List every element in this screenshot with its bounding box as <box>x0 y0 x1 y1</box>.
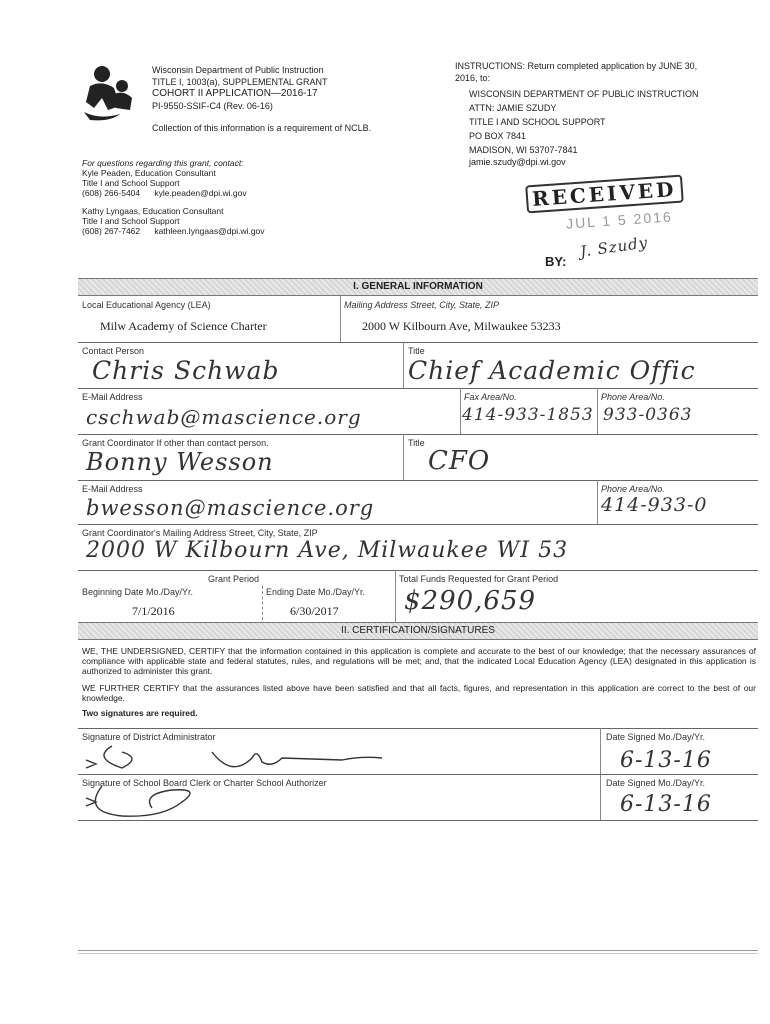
contact-person-value: Chris Schwab <box>92 356 280 385</box>
contact2-name: Kathy Lyngaas, Education Consultant <box>82 206 224 216</box>
begin-date-label: Beginning Date Mo./Day/Yr. <box>82 587 194 597</box>
contact2-dept: Title I and School Support <box>82 216 180 226</box>
header-title2: COHORT II APPLICATION—2016-17 <box>152 88 318 99</box>
received-by-label: BY: <box>545 254 567 269</box>
contact1-email: kyle.peaden@dpi.wi.gov <box>154 188 247 198</box>
mailing-address-label: Mailing Address Street, City, State, ZIP <box>344 300 500 310</box>
contact-person-label: Contact Person <box>82 346 145 356</box>
addr-line5: MADISON, WI 53707-7841 <box>469 145 578 155</box>
certification-text-2: WE FURTHER CERTIFY that the assurances listed above have been satisfied and that all facts, figures, and representation in this application are correct to the best of our knowledge. <box>82 683 756 703</box>
date2-value: 6-13-16 <box>620 792 712 817</box>
dpi-logo <box>80 62 142 124</box>
title-value: Chief Academic Offic <box>408 356 696 385</box>
contact1-name: Kyle Peaden, Education Consultant <box>82 168 216 178</box>
gc-mailing-label: Grant Coordinator's Mailing Address Street, City, State, ZIP <box>82 528 318 538</box>
contacts-intro: For questions regarding this grant, contact: <box>82 158 244 168</box>
gc-title-value: CFO <box>428 446 491 476</box>
phone-value: 933-0363 <box>603 405 693 425</box>
end-date-label: Ending Date Mo./Day/Yr. <box>266 587 366 597</box>
date2-label: Date Signed Mo./Day/Yr. <box>606 778 706 788</box>
phone-label: Phone Area/No. <box>601 392 665 402</box>
grant-period-label: Grant Period <box>208 574 260 584</box>
title-label: Title <box>408 346 425 356</box>
addr-line2: ATTN: JAMIE SZUDY <box>469 103 557 113</box>
instructions-line1: INSTRUCTIONS: Return completed application by JUNE 30, <box>455 61 698 71</box>
addr-email: jamie.szudy@dpi.wi.gov <box>469 157 566 167</box>
contact2-email: kathleen.lyngaas@dpi.wi.gov <box>154 226 265 236</box>
instructions-line2: 2016, to: <box>455 73 491 83</box>
header-title1: TITLE I, 1003(a), SUPPLEMENTAL GRANT <box>152 77 328 87</box>
signature1-label: Signature of District Administrator <box>82 732 216 742</box>
date1-value: 6-13-16 <box>620 748 712 773</box>
mailing-address-value: 2000 W Kilbourn Ave, Milwaukee 53233 <box>362 319 561 333</box>
received-by-value: J. Szudy <box>579 233 650 261</box>
gc-email-value: bwesson@mascience.org <box>86 496 375 520</box>
grant-coordinator-value: Bonny Wesson <box>86 448 274 476</box>
date1-label: Date Signed Mo./Day/Yr. <box>606 732 706 742</box>
section2-band <box>78 622 758 640</box>
signature2-label: Signature of School Board Clerk or Charter School Authorizer <box>82 778 327 788</box>
email-label: E-Mail Address <box>82 392 143 402</box>
certification-text-1: WE, THE UNDERSIGNED, CERTIFY that the information contained in this application is complete and accurate to the best of our knowledge; that the necessary assurances of compliance with applicable state and federal statutes, rules, and regulations will be met; and, that the indicated Local Education Agency (LEA) designated in this application is authorized to administer this grant. <box>82 646 756 676</box>
addr-line3: TITLE I AND SCHOOL SUPPORT <box>469 117 606 127</box>
section2-title: II. CERTIFICATION/SIGNATURES <box>341 625 495 636</box>
email-value: cschwab@mascience.org <box>86 405 362 429</box>
total-funds-value: $290,659 <box>404 586 537 616</box>
contact1-phone: (608) 266-5404 <box>82 188 141 198</box>
section1-band <box>78 278 758 296</box>
signature2-scrawl <box>82 782 322 822</box>
grant-coordinator-label: Grant Coordinator If other than contact person. <box>82 438 269 448</box>
gc-phone-value: 414-933-0 <box>601 494 708 516</box>
lea-label: Local Educational Agency (LEA) <box>82 300 211 310</box>
total-funds-label: Total Funds Requested for Grant Period <box>399 574 559 584</box>
two-signatures-note: Two signatures are required. <box>82 708 198 718</box>
lea-value: Milw Academy of Science Charter <box>100 319 267 333</box>
end-date-value: 6/30/2017 <box>290 604 339 618</box>
section1-title: I. GENERAL INFORMATION <box>353 281 483 292</box>
signature1-scrawl <box>82 738 402 776</box>
received-stamp: RECEIVED <box>525 175 683 214</box>
begin-date-value: 7/1/2016 <box>132 604 175 618</box>
form-id: PI-9550-SSIF-C4 (Rev. 06-16) <box>152 101 273 111</box>
addr-line1: WISCONSIN DEPARTMENT OF PUBLIC INSTRUCTION <box>469 89 699 99</box>
addr-line4: PO BOX 7841 <box>469 131 527 141</box>
contact2-phone: (608) 267-7462 <box>82 226 141 236</box>
contact1-dept: Title I and School Support <box>82 178 180 188</box>
collection-note: Collection of this information is a requirement of NCLB. <box>152 123 372 133</box>
received-date: JUL 1 5 2016 <box>565 208 674 232</box>
gc-title-label: Title <box>408 438 425 448</box>
gc-phone-label: Phone Area/No. <box>601 484 665 494</box>
gc-email-label: E-Mail Address <box>82 484 143 494</box>
fax-value: 414-933-1853 <box>462 405 594 425</box>
fax-label: Fax Area/No. <box>464 392 517 402</box>
gc-mailing-value: 2000 W Kilbourn Ave, Milwaukee WI 53 <box>86 538 569 563</box>
header-org: Wisconsin Department of Public Instruction <box>152 65 324 75</box>
